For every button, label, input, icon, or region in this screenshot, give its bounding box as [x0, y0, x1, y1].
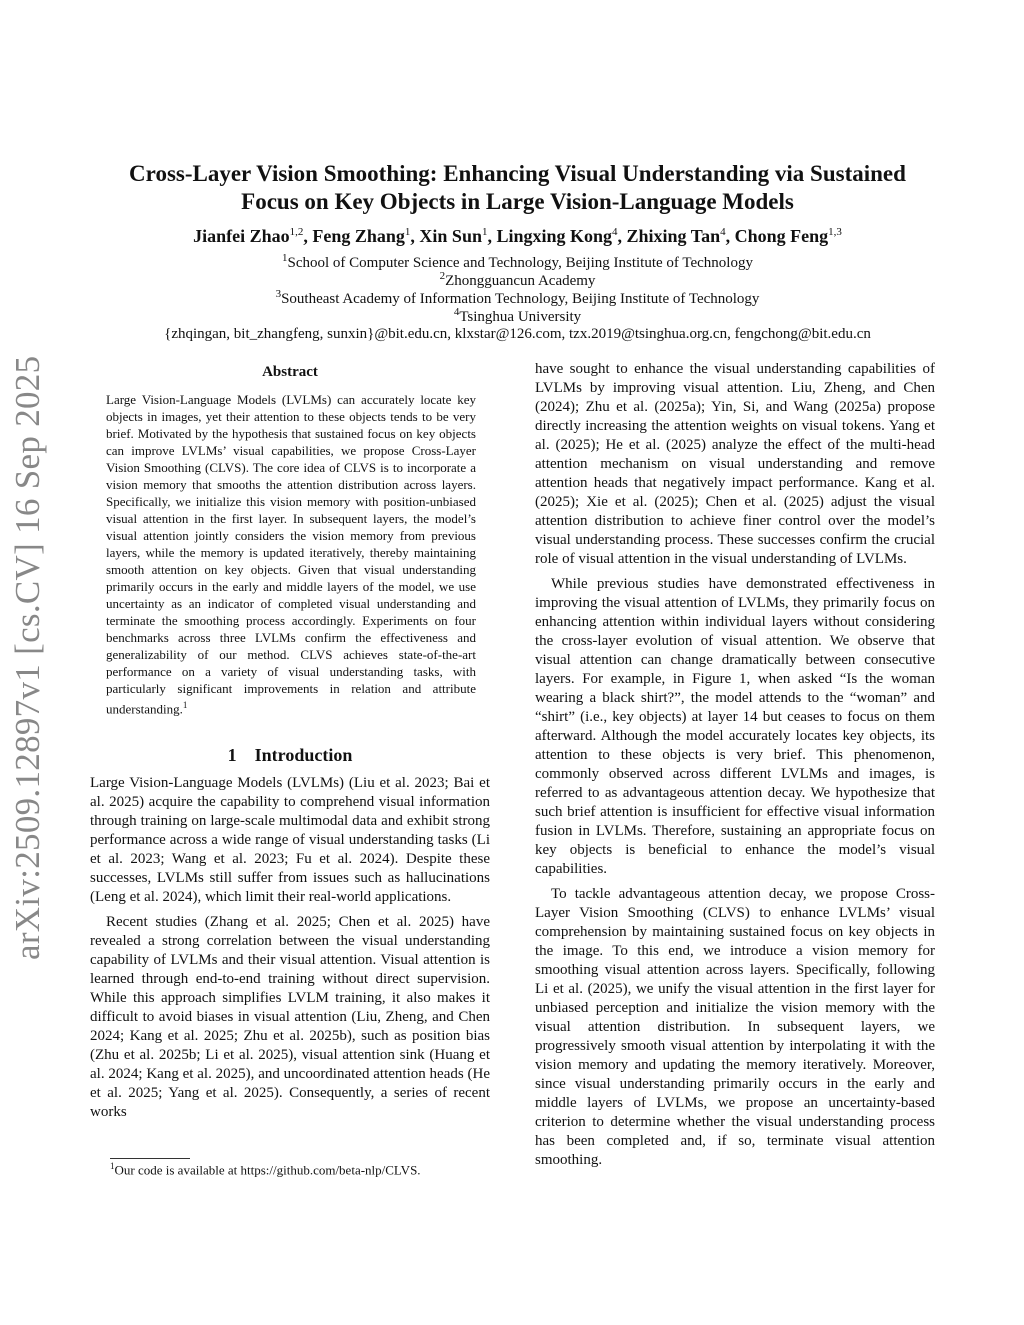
- author-affiliation-mark: 4: [720, 226, 726, 238]
- footnote-divider: [110, 1158, 190, 1159]
- abstract-body: [106, 391, 476, 717]
- intro-paragraph-1: Large Vision-Language Models (LVLMs) (Liu et al. 2023; Bai et al. 2025) acquire the capability to comprehend visual information through training on large-scale multimodal data and exhibit strong performance across a wide range of visual understanding tasks (Li et al. 2023; Wang et al. 2023; Fu et al. 2024). Despite these successes, LVLMs still suffer from issues such as hallucinations (Leng et al. 2024), which limit their real-world applications.: [90, 775, 490, 906]
- intro-paragraph-3: have sought to enhance the visual understanding capabilities of LVLMs by improving visual attention. Liu, Zheng, and Chen (2024); Zhu et al. (2025a); Yin, Si, and Wang (2025a) propose directly increasing the attention weights on visual tokens. Yang et al. (2025); He et al. (2025) analyze the effect of the multi-head attention mechanism on visual understanding and remove attention heads that negatively impact performance. Kang et al. (2025); Xie et al. (2025); Chen et al. (2025) adjust the visual attention distribution to achieve finer control over the model’s visual understanding process. These successes confirm the crucial role of visual attention in the visual understanding of LVLMs.: [535, 361, 935, 567]
- title-line-1: Cross-Layer Vision Smoothing: Enhancing Visual Understanding via Sustained: [129, 161, 906, 186]
- section-number: 1: [227, 745, 237, 766]
- author-affiliation-mark: 1: [481, 226, 488, 238]
- author-emails: {zhqingan, bit_zhangfeng, sunxin}@bit.edu.cn, klxstar@126.com, tzx.2019@tsinghua.org.cn, fengchong@bit.edu.cn: [164, 326, 871, 342]
- section-heading-introduction: [90, 745, 490, 766]
- affiliation-number: 4: [453, 306, 460, 318]
- footnote-number: 1: [110, 1161, 115, 1171]
- affiliation-1: [90, 252, 945, 272]
- author-affiliation-mark: 1: [404, 226, 411, 238]
- author-affiliation-mark: 1,2: [289, 226, 304, 238]
- affiliation-2: [90, 270, 945, 290]
- affiliation-text: Zhongguancun Academy: [445, 273, 596, 289]
- author-affiliation-mark: 1,3: [828, 226, 842, 238]
- intro-paragraph-2: Recent studies (Zhang et al. 2025; Chen et al. 2025) have revealed a strong correlation between the visual understanding capability of LVLMs and their visual attention. Visual attention is learned through end-to-end training without direct supervision. While this approach simplifies LVLM training, it also makes it difficult to avoid biases in visual attention (Liu, Zheng, and Chen 2024; Kang et al. 2025; Zhu et al. 2025b), such as position bias (Zhu et al. 2025b; Li et al. 2025), visual attention sink (Huang et al. 2024; Kang et al. 2025), and uncoordinated attention heads (He et al. 2025; Yang et al. 2025). Consequently, a series of recent works: [90, 914, 490, 1121]
- right-column: [535, 360, 935, 1176]
- affiliation-4: [90, 306, 945, 326]
- section-title: Introduction: [254, 745, 353, 766]
- author-list: Jianfei Zhao$^{1,2}$, Feng Zhang$^1$, Xin Sun$^1$, Lingxing Kong$^4$, Zhixing Tan$^4$, Chong Feng$^{1,3}$: [193, 226, 842, 246]
- abstract-heading: Abstract: [262, 364, 318, 380]
- affiliation-text: School of Computer Science and Technology, Beijing Institute of Technology: [287, 255, 753, 271]
- affiliation-number: 1: [282, 252, 288, 264]
- left-column: [90, 360, 490, 1128]
- arxiv-identifier: arXiv:2509.12897v1 [cs.CV] 16 Sep 2025: [8, 355, 47, 960]
- author-name: Jianfei Zhao: [193, 226, 290, 246]
- footnote-text: Our code is available at https://github.com/beta-nlp/CLVS.: [114, 1162, 421, 1178]
- footnote: [110, 1161, 421, 1178]
- affiliation-text: Tsinghua University: [459, 309, 582, 325]
- paper-title: [90, 160, 945, 216]
- affiliation-3: [90, 288, 945, 308]
- author-name: Lingxing Kong: [496, 226, 613, 246]
- intro-paragraph-4: While previous studies have demonstrated effectiveness in improving the visual attention of LVLMs, they primarily focus on enhancing attention within individual layers without considering the cross-layer evolution of visual attention. We observe that visual attention can change dramatically between consecutive layers. For example, in Figure 1, when asked “Is the woman wearing a black shirt?”, the model attends to the “woman” and “shirt” (i.e., key objects) at layer 14 but ceases to focus on them afterward. Although the model accurately locates key objects, its attention to these objects is very brief. This phenomenon, commonly observed across different LVLMs and images, is referred to as advantageous attention decay. We hypothesize that such brief attention is insufficient for effective visual information fusion in LVLMs. Therefore, sustaining an appropriate focus on key objects is beneficial to enhance the model’s visual capabilities.: [535, 576, 935, 877]
- author-name: Xin Sun: [419, 226, 482, 246]
- affiliation-text: Southeast Academy of Information Technology, Beijing Institute of Technology: [281, 291, 760, 307]
- affiliation-number: 2: [439, 270, 446, 282]
- author-name: Chong Feng: [734, 226, 829, 246]
- author-name: Zhixing Tan: [626, 226, 721, 246]
- author-affiliation-mark: 4: [612, 226, 618, 238]
- abstract-text: Large Vision-Language Models (LVLMs) can accurately locate key objects in images, yet their attention to these objects tends to be very brief. Motivated by the hypothesis that sustained focus on key objects can improve LVLMs’ visual capabilities, we propose Cross-Layer Vision Smoothing (CLVS). The core idea of CLVS is to incorporate a vision memory that smooths the attention distribution across layers. Specifically, we initialize this vision memory with position-unbiased visual attention in the first layer. In subsequent layers, the model’s visual attention jointly considers the vision memory from previous layers, while the memory is updated iteratively, thereby maintaining smooth attention on key objects. Given that visual understanding primarily occurs in the early and middle layers of the model, we use uncertainty as an indicator of completed visual understanding and terminate the smoothing process accordingly. Experiments on four benchmarks across three LVLMs confirm the effectiveness and generalizability of our method. CLVS achieves state-of-the-art performance on a variety of visual understanding tasks, with particularly significant improvements in relation and attribute understanding.: [106, 392, 476, 717]
- affiliation-number: 3: [275, 288, 282, 300]
- intro-paragraph-5: To tackle advantageous attention decay, we propose Cross-Layer Vision Smoothing (CLVS) to enhance LVLMs’ visual comprehension by maintaining sustained focus on key objects in the image. To this end, we introduce a vision memory for smoothing visual attention across layers. Specifically, following Li et al. (2025), we unify the visual attention in the first layer for unbiased perception and initialize the vision memory with the visual attention distribution. In subsequent layers, we progressively smooth visual attention by interpolating it with the vision memory and updating the memory iteratively. Moreover, since visual understanding primarily occurs in the early and middle layers of LVLMs, we propose an uncertainty-based criterion to determine whether the visual understanding process has been completed and, if so, terminate visual attention smoothing.: [535, 886, 935, 1168]
- title-line-2: Focus on Key Objects in Large Vision-Language Models: [241, 189, 794, 214]
- footnote-mark: 1: [182, 700, 188, 710]
- author-name: Feng Zhang: [312, 226, 405, 246]
